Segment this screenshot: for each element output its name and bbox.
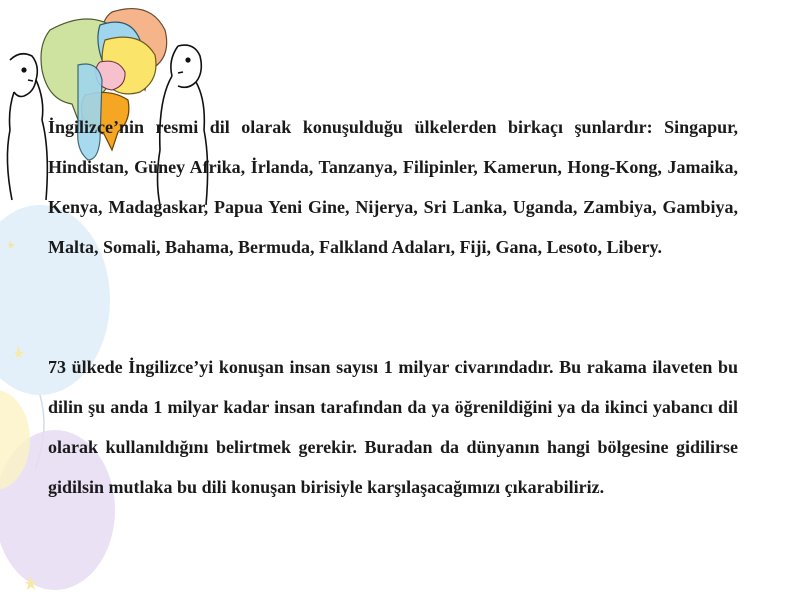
paragraph-speakers: 73 ülkede İngilizce’yi konuşan insan sayısı 1 milyar civarındadır. Bu rakama ilaveten bu dilin şu anda 1 milyar kadar insan tarafından da ya öğrenildiğini ya da ikinci yabancı dil olarak kullanıldığını belirtmek gerekir. Buradan da dünyanın hangi bölgesine gidilirse gidilsin mutlaka bu dili konuşan birisiyle karşılaşacağımızı çıkarabiliriz.: [48, 357, 738, 497]
person-left-icon: [7, 54, 47, 200]
paragraph-countries: İngilizce’nin resmi dil olarak konuşulduğu ülkelerden birkaçı şunlardır: Singapur, Hindistan, Güney Afrika, İrlanda, Tanzanya, Filipinler, Kamerun, Hong-Kong, Jamaika, Kenya, Madagaskar, Papua Yeni Gine, Nijerya, Sri Lanka, Uganda, Zambiya, Gambiya, Malta, Somali, Bahama, Bermuda, Falkland Adaları, Fiji, Gana, Lesoto, Libery.: [48, 117, 738, 257]
